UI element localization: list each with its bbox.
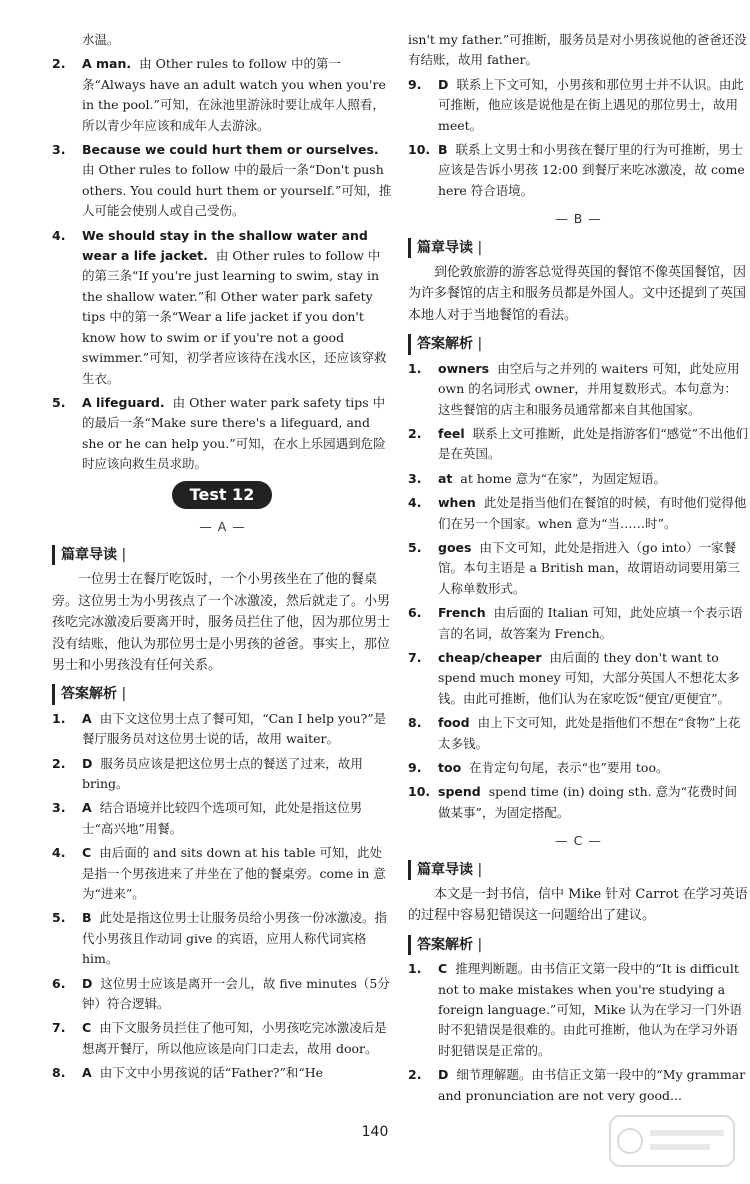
item-answer: B <box>438 142 448 158</box>
item-explanation: 由下文中小男孩说的话“Father?”和“He <box>99 1065 324 1081</box>
continued-text: 水温。 <box>82 32 120 47</box>
item-number: 9. <box>408 760 422 775</box>
item-answer: Because we could hurt them or ourselves. <box>82 142 379 158</box>
continued-text: isn't my father.”可推断，服务员是对小男孩说他的爸爸还没有结账，故用 father。 <box>408 32 747 68</box>
item-number: 6. <box>408 605 422 621</box>
item-number: 10. <box>408 784 431 800</box>
item-answer: C <box>438 961 448 977</box>
answer-item <box>408 493 748 534</box>
section-heading-answer: 答案解析 | <box>408 935 748 955</box>
answer-item <box>408 713 748 754</box>
answer-list <box>408 359 748 824</box>
guide-paragraph: 到伦敦旅游的游客总觉得英国的餐馆不像英国餐馆，因为许多餐馆的店主和服务员都是外国人。文中还提到了英国本地人对于当地餐馆的看法。 <box>408 265 747 323</box>
answer-item <box>408 538 748 599</box>
item-number: 7. <box>52 1020 66 1036</box>
item-answer: We should stay in the shallow water and wear a life jacket. <box>82 227 368 264</box>
item-answer: C <box>82 1020 92 1036</box>
item-number: 1. <box>52 710 66 726</box>
answer-item <box>52 140 392 222</box>
item-explanation: 在肯定句句尾，表示“也”要用 too。 <box>469 760 669 775</box>
item-answer: A <box>82 800 92 816</box>
item-number: 4. <box>52 227 66 243</box>
item-answer: A lifeguard. <box>82 394 165 410</box>
item-explanation: 这位男士应该是离开一会儿，故 five minutes（5分钟）符合逻辑。 <box>82 975 390 1012</box>
section-heading-answer: 答案解析 | <box>52 684 392 704</box>
item-answer: French <box>438 605 486 621</box>
item-answer: D <box>82 755 93 771</box>
answer-item <box>52 226 392 389</box>
section-heading-answer: 答案解析 | <box>408 334 748 354</box>
item-number: 3. <box>408 470 422 486</box>
item-explanation: 服务员应该是把这位男士点的餐送了过来，故用 bring。 <box>82 755 363 791</box>
item-explanation: spend time (in) doing sth. 意为“花费时间做某事”，为固定搭配。 <box>438 784 737 820</box>
item-answer: owners <box>438 360 490 376</box>
item-answer: when <box>438 495 476 511</box>
item-answer: spend <box>438 784 481 800</box>
answer-item <box>52 709 392 750</box>
test-title-badge: Test 12 <box>172 481 272 509</box>
item-explanation: 由下文服务员拦住了他可知，小男孩吃完冰激凌后是想离开餐厅，所以他应该是向门口走去，故用 door。 <box>82 1020 387 1056</box>
item-explanation: 细节理解题。由书信正文第一段中的“My grammar and pronunciation are not very good... <box>438 1067 746 1103</box>
item-explanation: 联系上文男士和小男孩在餐厅里的行为可推断，男士应该是告诉小男孩 12:00 到餐厅来吃冰激凌，故 come here 符合语境。 <box>438 142 745 198</box>
item-answer: D <box>438 1067 449 1083</box>
item-number: 5. <box>52 910 66 926</box>
item-explanation: 联系上文可推断，此处是指游客们“感觉”不出他们是在英国。 <box>438 425 748 462</box>
answer-item <box>52 1018 392 1059</box>
item-explanation: 由下文可知，此处是指进入（go into）一家餐馆。本句主语是 a British man，故谓语动词要用第三人称单数形式。 <box>438 539 740 596</box>
item-explanation: at home 意为“在家”，为固定短语。 <box>460 470 666 486</box>
answer-item <box>408 603 748 644</box>
answer-item <box>408 359 748 420</box>
answer-item <box>408 782 748 823</box>
answer-item <box>52 974 392 1015</box>
item-explanation: 由下文这位男士点了餐可知，“Can I help you?”是餐厅服务员对这位男士说的话，故用 waiter。 <box>82 710 387 747</box>
answer-item <box>408 758 748 778</box>
item-number: 5. <box>52 394 66 410</box>
item-explanation: 推理判断题。由书信正文第一段中的“It is difficult not to make mistakes when you're studying a foreign language.”可知，Mike 认为在学习一门外语时不犯错误是很难的。由此可推断，他认为在学习外语时犯错误是正常的。 <box>438 961 743 1058</box>
item-number: 1. <box>408 961 422 977</box>
item-number: 8. <box>408 715 422 731</box>
item-answer: cheap/cheaper <box>438 649 542 665</box>
answer-item <box>408 469 748 489</box>
section-letter-b: — B — <box>408 209 748 229</box>
item-number: 2. <box>408 425 422 441</box>
answer-item <box>52 754 392 795</box>
item-number: 3. <box>52 142 66 158</box>
answer-list <box>52 709 392 1084</box>
answer-item <box>408 75 748 136</box>
item-number: 5. <box>408 539 422 555</box>
item-explanation: 此处是指这位男士让服务员给小男孩一份冰激凌。指代小男孩且作动词 give 的宾语，应用人称代词宾格 him。 <box>82 910 388 967</box>
item-number: 8. <box>52 1065 66 1081</box>
right-column <box>408 30 748 1110</box>
guide-paragraph: 本文是一封书信，信中 Mike 针对 Carrot 在学习英语的过程中容易犯错误这一问题给出了建议。 <box>408 887 748 924</box>
item-explanation: 由后面的 Italian 可知，此处应填一个表示语言的名词，故答案为 French。 <box>438 605 743 641</box>
answer-item <box>52 798 392 839</box>
item-explanation: 由空后与之并列的 waiters 可知，此处应用 own 的名词形式 owner，并用复数形式。本句意为：这些餐馆的店主和服务员通常都来自其他国家。 <box>438 360 740 417</box>
item-number: 6. <box>52 975 66 991</box>
item-explanation: 由 Other rules to follow 中的第一条“Always have an adult watch you when you're in the pool.”可知，在泳池里游泳时要让成年人照看，所以青少年应该和成年人去游泳。 <box>82 56 386 133</box>
answer-list <box>408 75 748 201</box>
item-answer: A man. <box>82 56 132 72</box>
item-explanation: 由上下文可知，此处是指他们不想在“食物”上花太多钱。 <box>438 715 741 751</box>
answer-item <box>52 393 392 475</box>
item-number: 1. <box>408 360 422 376</box>
item-answer: D <box>82 975 93 991</box>
answer-item <box>408 1065 748 1106</box>
item-answer: too <box>438 760 462 775</box>
item-number: 2. <box>52 755 66 771</box>
item-answer: feel <box>438 425 465 441</box>
item-answer: A <box>82 1065 92 1081</box>
answer-item <box>408 959 748 1061</box>
item-number: 4. <box>52 845 66 861</box>
item-explanation: 由 Other rules to follow 中的最后一条“Don't push others. You could hurt them or yourself.”可知，推人可能会使别人或自己受伤。 <box>82 162 392 219</box>
item-explanation: 由 Other rules to follow 中的第三条“If you're just learning to swim, stay in the shallow water.”和 Other water park safety tips 中的第一条“Wear a life jacket if you don't know how to swim or if you're not a good swimmer.”可知，初学者应该待在浅水区，还应该穿救生衣。 <box>82 248 387 386</box>
item-answer: D <box>438 76 449 92</box>
left-column <box>52 30 392 1088</box>
item-answer: at <box>438 470 453 486</box>
answer-item <box>408 424 748 465</box>
item-number: 9. <box>408 76 422 92</box>
section-heading-guide: 篇章导读 | <box>408 860 748 880</box>
answer-list <box>52 54 392 474</box>
item-explanation: 由后面的 they don't want to spend much money 可知，大部分英国人不想花太多钱。由此可推断，他们认为在家吃饭“便宜/更便宜”。 <box>438 649 740 706</box>
item-answer: C <box>82 845 92 861</box>
item-explanation: 联系上下文可知，小男孩和那位男士并不认识。由此可推断，他应该是说他是在街上遇见的那位男士，故用 meet。 <box>438 76 744 133</box>
watermark-logo-icon <box>608 1112 736 1170</box>
item-answer: goes <box>438 539 472 555</box>
answer-item <box>52 1063 392 1083</box>
answer-item <box>52 843 392 904</box>
item-number: 4. <box>408 495 422 511</box>
item-explanation: 由 Other water park safety tips 中的最后一条“Make sure there's a lifeguard, and she or he can help you.”可知，在水上乐园遇到危险时应该向救生员求助。 <box>82 394 386 472</box>
answer-item <box>408 140 748 201</box>
item-number: 3. <box>52 800 66 816</box>
item-answer: B <box>82 910 92 926</box>
page-number: 140 <box>361 1124 389 1140</box>
item-number: 2. <box>408 1067 422 1083</box>
answer-item <box>52 54 392 136</box>
item-explanation: 结合语境并比较四个选项可知，此处是指这位男士“高兴地”用餐。 <box>82 800 363 836</box>
item-explanation: 此处是指当他们在餐馆的时候，有时他们觉得他们在另一个国家。when 意为“当……时”。 <box>438 495 747 531</box>
item-number: 7. <box>408 649 422 665</box>
item-answer: food <box>438 715 470 731</box>
section-letter-c: — C — <box>408 831 748 851</box>
item-answer: A <box>82 710 92 726</box>
item-number: 2. <box>52 56 66 72</box>
answer-item <box>52 908 392 969</box>
section-letter-a: — A — <box>52 517 392 537</box>
answer-item <box>408 648 748 709</box>
item-number: 10. <box>408 142 431 158</box>
guide-paragraph: 一位男士在餐厅吃饭时，一个小男孩坐在了他的餐桌旁。这位男士为小男孩点了一个冰激凌，然后就走了。小男孩吃完冰激凌后要离开时，服务员拦住了他，因为那位男士没有结账，他认为那位男士是小男孩的爸爸。事实上，那位男士和小男孩没有任何关系。 <box>52 572 391 673</box>
section-heading-guide: 篇章导读 | <box>408 238 748 258</box>
answer-list <box>408 959 748 1106</box>
item-explanation: 由后面的 and sits down at his table 可知，此处是指一个男孩进来了并坐在了他的餐桌旁。come in 意为“进来”。 <box>82 845 386 902</box>
section-heading-guide: 篇章导读 | <box>52 545 392 565</box>
